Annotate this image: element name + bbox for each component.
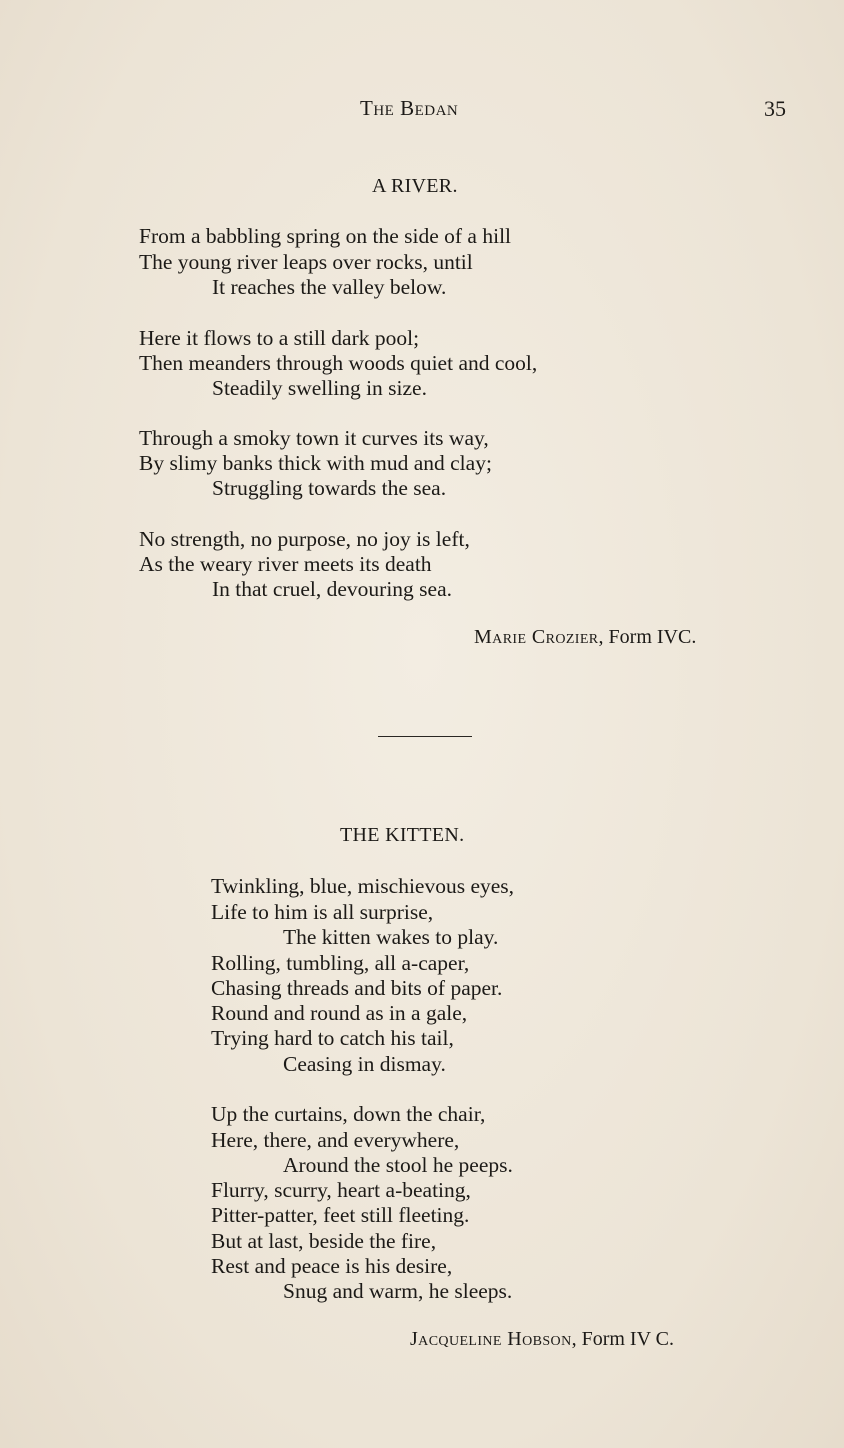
poem-line: The kitten wakes to play. [283,925,499,949]
poem-line: But at last, beside the fire, [211,1229,437,1253]
author-credit-kitten [410,1328,674,1351]
poem-line: Round and round as in a gale, [211,1001,468,1025]
author-credit-river [474,626,696,649]
poem-line: Flurry, scurry, heart a-beating, [211,1178,471,1202]
poem-line: It reaches the valley below. [212,275,447,299]
poem-line: Pitter-patter, feet still fleeting. [211,1203,470,1227]
author-form: , Form IV C. [571,1328,675,1350]
section-divider [378,736,472,737]
page-number: 35 [764,96,786,121]
poem-line: Chasing threads and bits of paper. [211,976,503,1000]
poem-line: Twinkling, blue, mischievous eyes, [211,874,515,898]
poem-title-river: A RIVER. [372,175,458,197]
poem-line: Ceasing in dismay. [283,1052,446,1076]
poem-line: Up the curtains, down the chair, [211,1102,486,1126]
author-name: Marie Crozier [474,626,599,648]
poem-line: The young river leaps over rocks, until [139,250,473,274]
poem-title-kitten: THE KITTEN. [340,824,465,846]
poem-line: Through a smoky town it curves its way, [139,426,489,450]
poem-line: Here it flows to a still dark pool; [139,326,420,350]
poem-line: Trying hard to catch his tail, [211,1026,454,1050]
poem-line: Then meanders through woods quiet and cool, [139,351,538,375]
poem-line: Around the stool he peeps. [283,1153,513,1177]
poem-line: Snug and warm, he sleeps. [283,1279,513,1303]
poem-line: Rolling, tumbling, all a-caper, [211,951,470,975]
poem-line: From a babbling spring on the side of a hill [139,224,512,248]
poem-line: As the weary river meets its death [139,552,432,576]
poem-line: No strength, no purpose, no joy is left, [139,527,470,551]
poem-line: Here, there, and everywhere, [211,1128,460,1152]
poem-line: In that cruel, devouring sea. [212,577,452,601]
poem-line: Rest and peace is his desire, [211,1254,453,1278]
poem-line: Life to him is all surprise, [211,900,434,924]
poem-line: Struggling towards the sea. [212,476,447,500]
poem-line: Steadily swelling in size. [212,376,427,400]
author-name: Jacqueline Hobson [410,1328,572,1350]
running-title: The Bedan [360,96,459,120]
poem-line: By slimy banks thick with mud and clay; [139,451,492,475]
author-form: , Form IVC. [598,626,697,648]
